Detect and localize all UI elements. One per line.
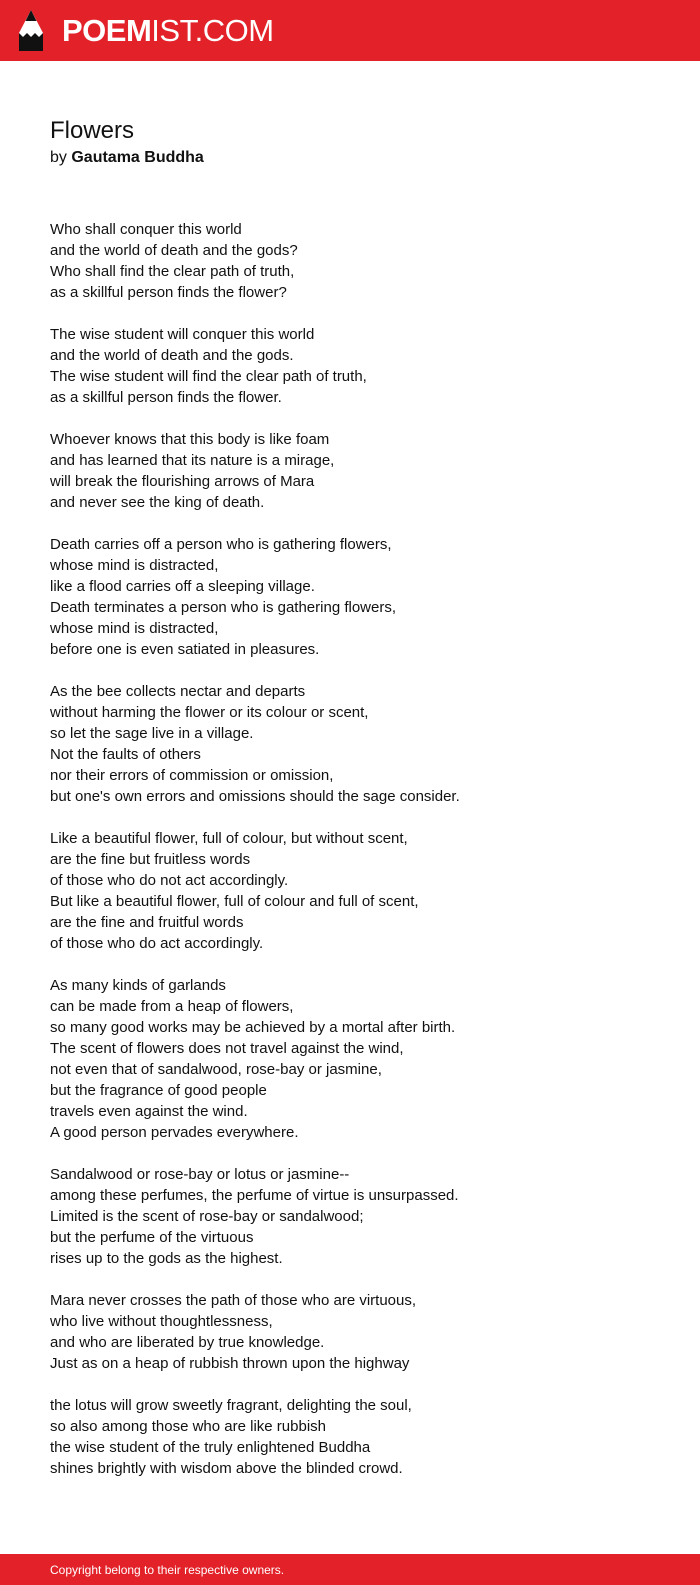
byline [50,147,204,169]
poem-line: whose mind is distracted, [50,620,219,637]
poem-line: among these perfumes, the perfume of virtue is unsurpassed. [50,1187,459,1204]
poem-line: The wise student will conquer this world [50,326,315,343]
poem-line: but one's own errors and omissions should the sage consider. [50,788,460,805]
stanza-gap [50,1374,670,1395]
poem-line: As the bee collects nectar and departs [50,683,306,700]
poem-line: Just as on a heap of rubbish thrown upon the highway [50,1355,410,1372]
poem-line: Who shall conquer this world [50,221,242,238]
poem-line: Whoever knows that this body is like foam [50,431,330,448]
poem-line: Sandalwood or rose-bay or lotus or jasmine-- [50,1166,350,1183]
stanza-gap [50,1143,670,1164]
poem-line: as a skillful person finds the flower? [50,284,287,301]
copyright-text: Copyright belong to their respective owners. [50,1563,285,1577]
stanza-gap [50,303,670,324]
by-label: by [50,149,67,166]
poem-line: will break the flourishing arrows of Mara [50,473,315,490]
poem-line: the lotus will grow sweetly fragrant, delighting the soul, [50,1397,412,1414]
poem-line: rises up to the gods as the highest. [50,1250,283,1267]
site-logo-text[interactable] [62,12,274,49]
pencil-tip-icon[interactable] [17,9,45,52]
poem-line: like a flood carries off a sleeping village. [50,578,315,595]
stanza-gap [50,954,670,975]
poem-line: so many good works may be achieved by a mortal after birth. [50,1019,456,1036]
author-name[interactable]: Gautama Buddha [71,149,204,166]
poem-line: before one is even satiated in pleasures. [50,641,320,658]
poem-line: as a skillful person finds the flower. [50,389,282,406]
poem-line: shines brightly with wisdom above the blinded crowd. [50,1460,403,1477]
poem-line: and who are liberated by true knowledge. [50,1334,325,1351]
poem-line: The scent of flowers does not travel against the wind, [50,1040,404,1057]
poem-line: so also among those who are like rubbish [50,1418,326,1435]
poem-line: Like a beautiful flower, full of colour, but without scent, [50,830,408,847]
poem-line: not even that of sandalwood, rose-bay or jasmine, [50,1061,382,1078]
poem-line: the wise student of the truly enlightened Buddha [50,1439,371,1456]
poem-line: As many kinds of garlands [50,977,226,994]
brand-bold: POEM [62,13,152,48]
poem-line: are the fine but fruitless words [50,851,251,868]
stanza-gap [50,408,670,429]
poem-line: and never see the king of death. [50,494,265,511]
poem-body [50,219,670,1479]
poem-line: Death carries off a person who is gathering flowers, [50,536,392,553]
poem-line: A good person pervades everywhere. [50,1124,299,1141]
poem-line: who live without thoughtlessness, [50,1313,273,1330]
stanza-gap [50,807,670,828]
poem-line: of those who do act accordingly. [50,935,264,952]
poem-line: nor their errors of commission or omission, [50,767,334,784]
poem-line: Limited is the scent of rose-bay or sandalwood; [50,1208,364,1225]
stanza-gap [50,513,670,534]
poem-line: The wise student will find the clear path of truth, [50,368,367,385]
poem-line: Who shall find the clear path of truth, [50,263,295,280]
poem-title: Flowers [50,117,135,144]
stanza-gap [50,1269,670,1290]
poem-line: and has learned that its nature is a mirage, [50,452,335,469]
stanza-gap [50,660,670,681]
site-footer [0,1554,700,1585]
poem-line: and the world of death and the gods? [50,242,298,259]
poem-line: and the world of death and the gods. [50,347,294,364]
poem-line: but the fragrance of good people [50,1082,267,1099]
poem-line: can be made from a heap of flowers, [50,998,294,1015]
poem-line: but the perfume of the virtuous [50,1229,254,1246]
poem-line: so let the sage live in a village. [50,725,254,742]
site-header [0,0,700,61]
poem-line: are the fine and fruitful words [50,914,244,931]
poem-line: without harming the flower or its colour or scent, [50,704,369,721]
poem-line: Death terminates a person who is gathering flowers, [50,599,397,616]
poem-line: of those who do not act accordingly. [50,872,289,889]
poem-line: travels even against the wind. [50,1103,248,1120]
poem-line: But like a beautiful flower, full of colour and full of scent, [50,893,419,910]
brand-light: IST.COM [151,13,274,48]
poem-line: Mara never crosses the path of those who are virtuous, [50,1292,417,1309]
poem-line: Not the faults of others [50,746,201,763]
poem-line: whose mind is distracted, [50,557,219,574]
